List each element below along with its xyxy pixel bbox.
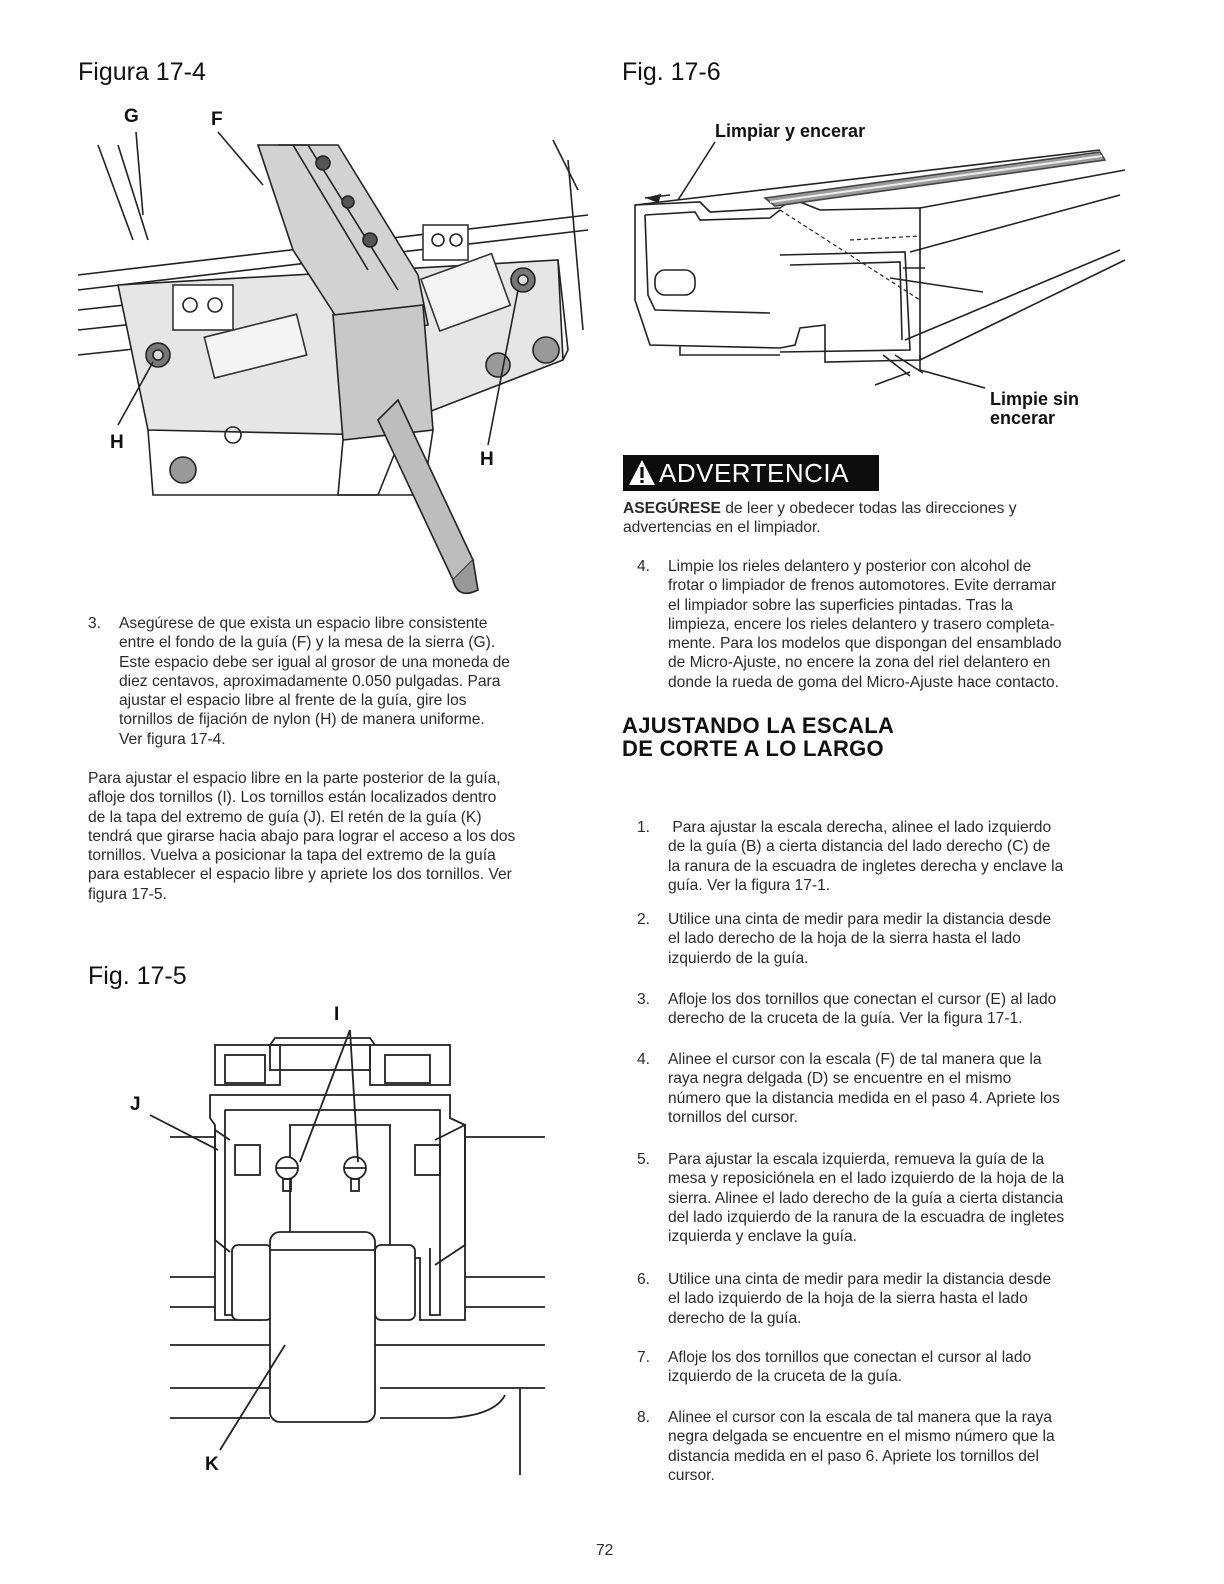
text-line: el lado derecho de la hoja de la sierra hasta el lado bbox=[668, 930, 1021, 948]
section-heading bbox=[622, 714, 894, 760]
label-h-left: H bbox=[110, 432, 124, 453]
text-line: Asegúrese de que exista un espacio libre consistente bbox=[119, 615, 488, 632]
callout-encerar: encerar bbox=[990, 408, 1056, 428]
section-heading-line-2: DE CORTE A LO LARGO bbox=[622, 736, 884, 761]
item-number: 5. bbox=[637, 1151, 651, 1168]
label-j: J bbox=[130, 1094, 141, 1115]
page-number: 72 bbox=[596, 1542, 614, 1559]
text-line: limpieza, encere los rieles delantero y trasero completa- bbox=[668, 615, 1055, 633]
text-line: el limpiador sobre las superficies pintadas. Tras la bbox=[668, 596, 1013, 614]
text-line: frotar o limpiador de frenos automotores. Evite derramar bbox=[668, 577, 1057, 595]
text-line: tendrá que girarse hacia abajo para lograr el acceso a los dos bbox=[88, 827, 516, 845]
figure-17-4-illustration bbox=[78, 100, 598, 605]
text-line: Utilice una cinta de medir para medir la distancia desde bbox=[668, 1271, 1052, 1288]
text-line: Para ajustar la escala izquierda, remueva la guía de la bbox=[668, 1151, 1045, 1168]
text-line: entre el fondo de la guía (F) y la mesa de la sierra (G). bbox=[119, 634, 496, 652]
text-line: figura 17-5. bbox=[88, 885, 167, 903]
item-number: 2. bbox=[637, 911, 651, 928]
text-line: Alinee el cursor con la escala (F) de tal manera que la bbox=[668, 1051, 1042, 1068]
figure-17-5-illustration bbox=[120, 1000, 560, 1475]
item-number: 7. bbox=[637, 1349, 651, 1366]
item-number: 3. bbox=[88, 615, 102, 632]
text-line: derecho de la guía. bbox=[668, 1309, 802, 1327]
warning-banner bbox=[623, 455, 879, 491]
text-line: para establecer el espacio libre y apriete los dos tornillos. Ver bbox=[88, 866, 512, 884]
text-line: Limpie los rieles delantero y posterior con alcohol de bbox=[668, 558, 1032, 575]
text-line: Utilice una cinta de medir para medir la distancia desde bbox=[668, 911, 1052, 928]
text-line: de la tapa del extremo de guía (J). El retén de la guía (K) bbox=[88, 808, 482, 826]
text-line: Ver figura 17-4. bbox=[119, 730, 226, 748]
label-f: F bbox=[211, 109, 223, 130]
figure-17-6-title: Fig. 17-6 bbox=[622, 58, 721, 86]
text-line: la ranura de la escuadra de ingletes derecha y enclave la bbox=[668, 857, 1064, 875]
text-line: Este espacio debe ser igual al grosor de una moneda de bbox=[119, 653, 510, 671]
text-line: guía. Ver la figura 17-1. bbox=[668, 876, 831, 894]
text-line: izquierda y enclave la guía. bbox=[668, 1228, 857, 1246]
text-line: número que la distancia medida en el paso 4. Apriete los bbox=[668, 1089, 1060, 1107]
label-h-right: H bbox=[480, 449, 494, 470]
text-line: tornillos. Vuelva a posicionar la tapa del extremo de la guía bbox=[88, 847, 496, 865]
text-line bbox=[623, 499, 1123, 518]
text-line: izquierdo de la cruceta de la guía. bbox=[668, 1368, 903, 1386]
warning-banner-text: ADVERTENCIA bbox=[659, 457, 849, 488]
item-number: 4. bbox=[637, 1051, 651, 1068]
label-i: I bbox=[334, 1004, 340, 1025]
text-line: ajustar el espacio libre al frente de la guía, gire los bbox=[119, 692, 467, 710]
label-k: K bbox=[205, 1454, 219, 1475]
text-line: derecho de la cruceta de la guía. Ver la figura 17-1. bbox=[668, 1010, 1023, 1028]
text-line: el lado izquierdo de la hoja de la sierra hasta el lado bbox=[668, 1290, 1028, 1308]
item-number: 1. bbox=[637, 819, 651, 836]
text-line: diez centavos, aproximadamente 0.050 pulgadas. Para bbox=[119, 672, 501, 690]
figure-17-5-title: Fig. 17-5 bbox=[88, 962, 187, 990]
text-line: distancia medida en el paso 6. Apriete los tornillos del bbox=[668, 1447, 1040, 1465]
text-line: mesa y reposiciónela en el lado izquierdo de la hoja de la bbox=[668, 1170, 1065, 1188]
item-number: 6. bbox=[637, 1271, 651, 1288]
text-line: de la guía (B) a cierta distancia del lado derecho (C) de bbox=[668, 838, 1051, 856]
figure-17-4-title: Figura 17-4 bbox=[78, 58, 206, 86]
text-line: cursor. bbox=[668, 1466, 715, 1484]
callout-limpiar-y-encerar: Limpiar y encerar bbox=[715, 121, 866, 141]
warning-bold-lead: ASEGÚRESE bbox=[623, 500, 721, 517]
text-line: raya negra delgada (D) se encuentre en el mismo bbox=[668, 1070, 1012, 1088]
text-line: del lado izquierdo de la ranura de la escuadra de ingletes bbox=[668, 1208, 1065, 1226]
text-line: izquierdo de la guía. bbox=[668, 949, 809, 967]
warning-triangle-icon bbox=[627, 458, 657, 488]
text-line: Alinee el cursor con la escala de tal manera que la raya bbox=[668, 1409, 1052, 1426]
text-line: tornillos del cursor. bbox=[668, 1108, 799, 1126]
warning-text bbox=[623, 499, 1123, 538]
figure-17-6-illustration bbox=[620, 140, 1140, 400]
text-line: tornillos de fijación de nylon (H) de manera uniforme. bbox=[119, 711, 485, 729]
text-line: sierra. Alinee el lado derecho de la guía a cierta distancia bbox=[668, 1189, 1064, 1207]
fence-clearance-paragraph bbox=[88, 769, 588, 904]
item-number: 8. bbox=[637, 1409, 651, 1426]
text-line: mente. Para los modelos que dispongan del ensamblado bbox=[668, 635, 1062, 653]
item-number: 3. bbox=[637, 991, 651, 1008]
item-number: 4. bbox=[637, 558, 651, 575]
text-line: de Micro-Ajuste, no encere la zona del riel delantero en bbox=[668, 654, 1051, 672]
text-line: donde la rueda de goma del Micro-Ajuste hace contacto. bbox=[668, 673, 1059, 691]
text-line: Para ajustar la escala derecha, alinee el lado izquierdo bbox=[668, 819, 1052, 836]
text-line: negra delgada se encuentre en el mismo número que la bbox=[668, 1428, 1055, 1446]
warning-line1-rest: de leer y obedecer todas las direcciones y bbox=[720, 500, 1017, 517]
section-heading-line-1: AJUSTANDO LA ESCALA bbox=[622, 713, 895, 738]
text-line: afloje dos tornillos (I). Los tornillos están localizados dentro bbox=[88, 789, 497, 807]
text-line: Afloje los dos tornillos que conectan el cursor (E) al lado bbox=[668, 991, 1057, 1008]
label-g: G bbox=[124, 106, 139, 127]
text-line: Para ajustar el espacio libre en la parte posterior de la guía, bbox=[88, 770, 501, 787]
callout-limpie-sin: Limpie sin bbox=[990, 389, 1080, 409]
text-line: advertencias en el limpiador. bbox=[623, 519, 821, 537]
text-line: Afloje los dos tornillos que conectan el cursor al lado bbox=[668, 1349, 1032, 1366]
